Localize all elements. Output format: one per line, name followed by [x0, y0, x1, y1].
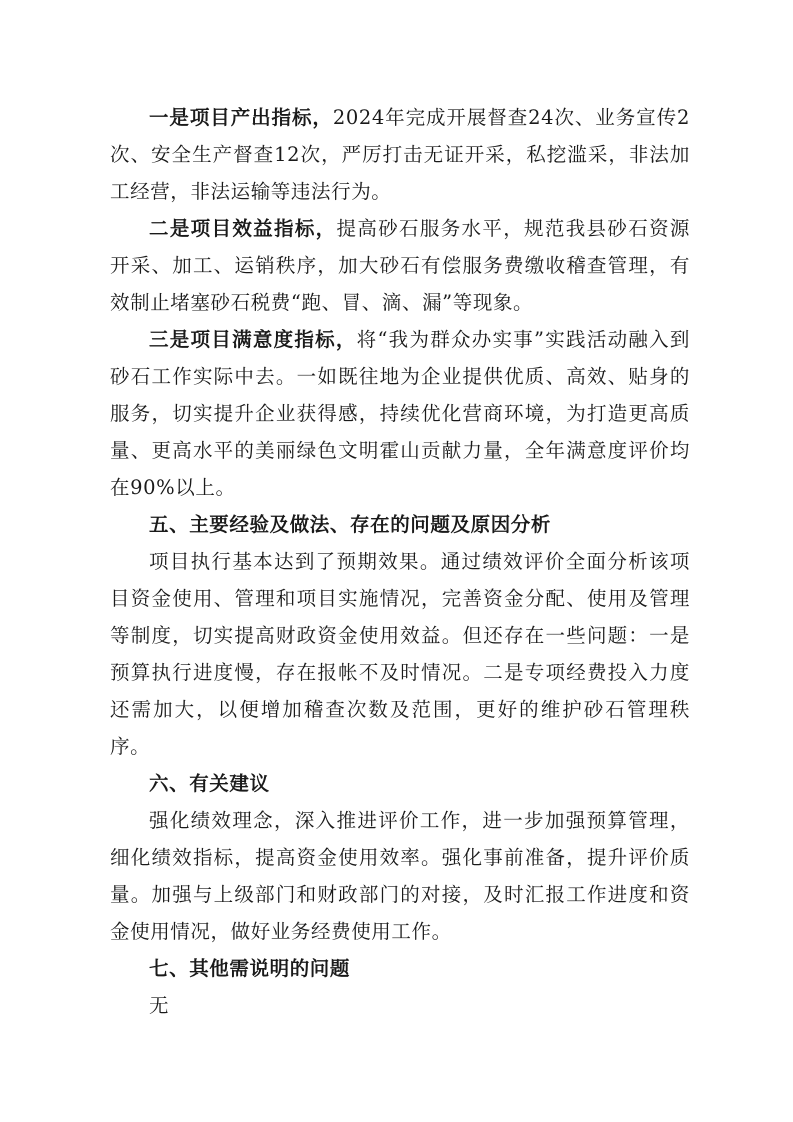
section-6-heading: 六、有关建议 [149, 772, 270, 795]
section-6-paragraph: 强化绩效理念，深入推进评价工作，进一步加强预算管理，细化绩效指标，提高资金使用效率。强化事前准备，提升评价质量。加强与上级部门和财政部门的对接，及时汇报工作进度和资金使用情况，做好业务经费使用工作。 [110, 809, 690, 943]
section-7-paragraph: 无 [149, 994, 170, 1017]
output-indicator-text: 2024年完成开展督查24次、业务宣传2次、安全生产督查12次，严厉打击无证开采，私挖滥采，非法加工经营，非法运输等违法行为。 [110, 106, 690, 203]
satisfaction-indicator-text: 将“我为群众办实事”实践活动融入到砂石工作实际中去。一如既往地为企业提供优质、高效、贴身的服务，切实提升企业获得感，持续优化营商环境，为打造更高质量、更高水平的美丽绿色文明霍山贡献力量，全年满意度评价均在90%以上。 [110, 328, 690, 499]
output-indicator-lead: 一是项目产出指标， [149, 106, 333, 129]
benefit-indicator-paragraph [110, 210, 690, 321]
section-5-paragraph: 项目执行基本达到了预期效果。通过绩效评价全面分析该项目资金使用、管理和项目实施情况，完善资金分配、使用及管理等制度，切实提高财政资金使用效益。但还存在一些问题：一是预算执行进度慢，存在报帐不及时情况。二是专项经费投入力度还需加大，以便增加稽查次数及范围，更好的维护砂石管理秩序。 [110, 550, 690, 758]
document-body [110, 99, 690, 1024]
satisfaction-indicator-lead: 三是项目满意度指标， [149, 328, 357, 351]
benefit-indicator-text: 提高砂石服务水平，规范我县砂石资源开采、加工、运销秩序，加大砂石有偿服务费缴收稽查管理，有效制止堵塞砂石税费“跑、冒、滴、漏”等现象。 [110, 217, 691, 314]
output-indicator-paragraph [110, 99, 690, 210]
satisfaction-indicator-paragraph [110, 321, 690, 506]
benefit-indicator-lead: 二是项目效益指标， [149, 217, 337, 240]
section-5-heading: 五、主要经验及做法、存在的问题及原因分析 [149, 513, 552, 536]
section-7-heading: 七、其他需说明的问题 [149, 957, 351, 980]
